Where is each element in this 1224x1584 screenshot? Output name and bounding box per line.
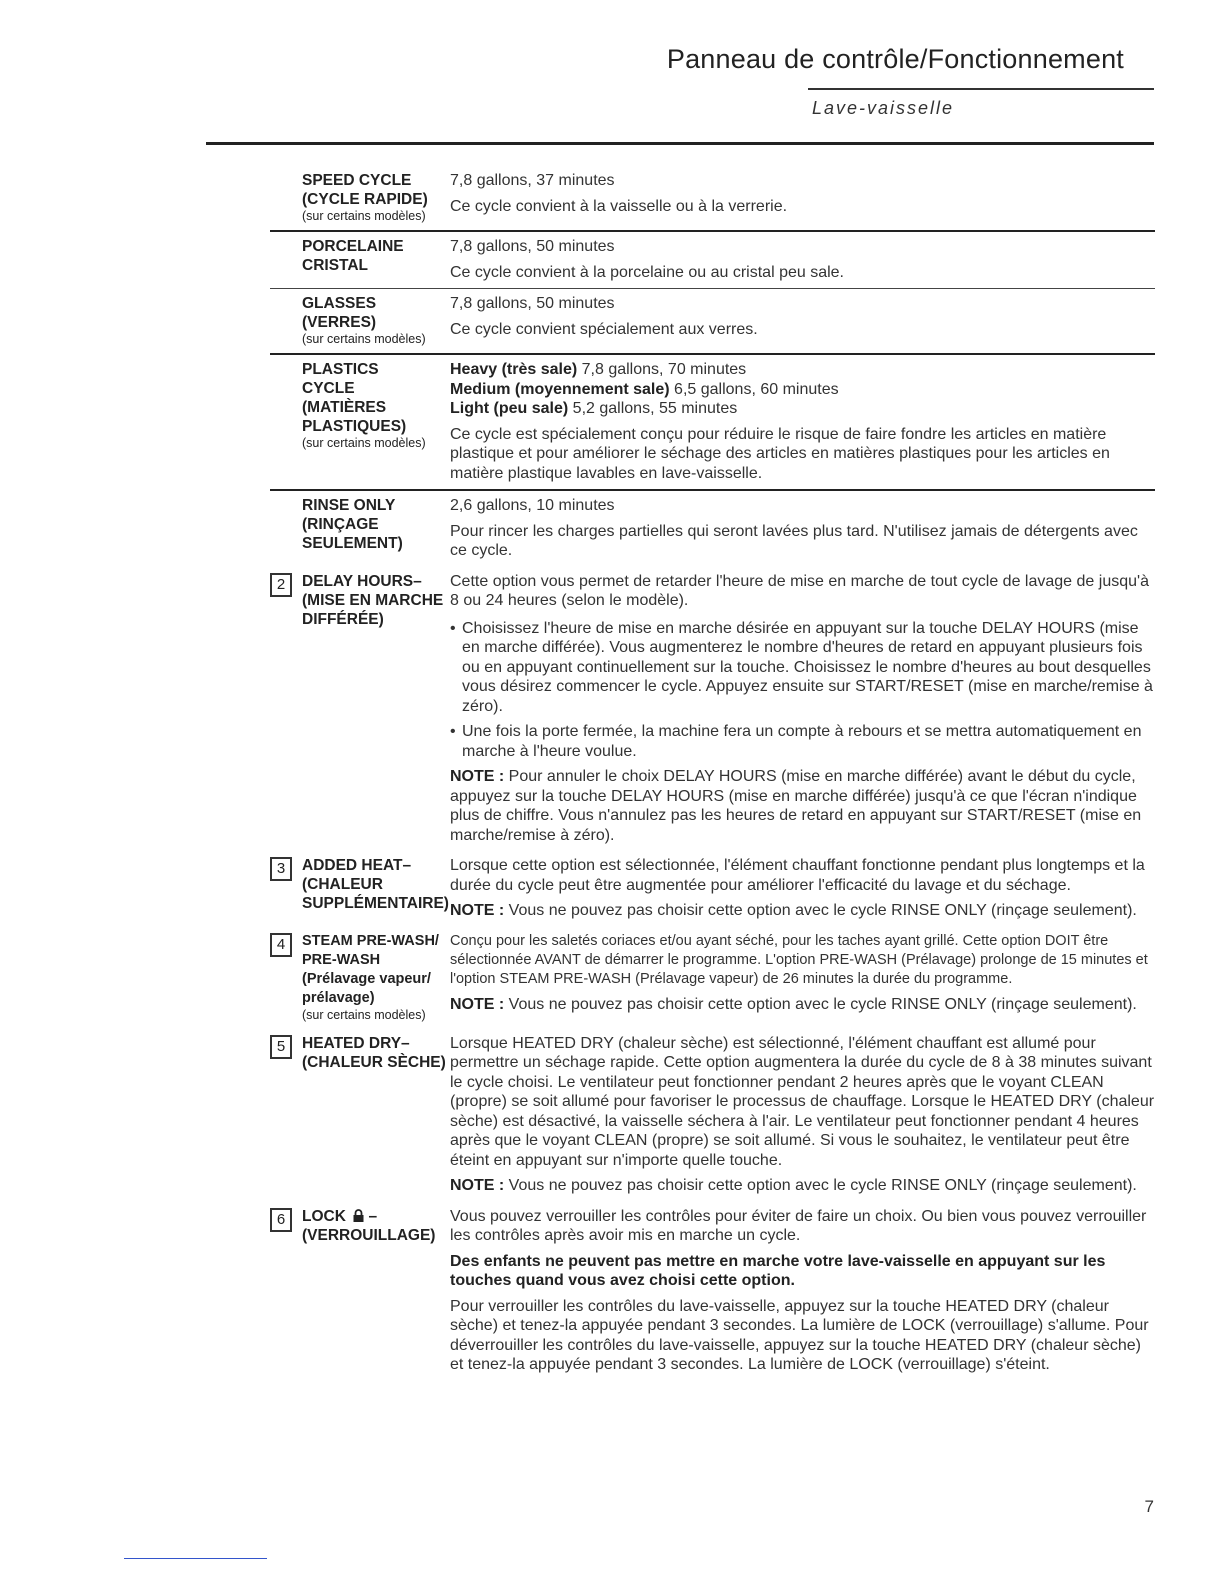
footer-rule [124, 1558, 267, 1559]
option-number-badge: 4 [270, 933, 292, 957]
option-label: ADDED HEAT– (CHALEUR SUPPLÉMENTAIRE) [302, 857, 449, 912]
cycle-label: PLASTICS CYCLE (MATIÈRES PLASTIQUES) (sur certains modèles) [302, 360, 450, 451]
option-delay-hours [270, 567, 1155, 852]
model-note: (sur certains modèles) [302, 209, 426, 223]
note: NOTE : Pour annuler le choix DELAY HOURS (mise en marche différée) avant le début du cycle, appuyez sur la touche DELAY HOURS (mise en marche différée) jusqu'à ce que l'écran n'indique plus de chiffre. Vous n'annulez pas les heures de retard en appuyant sur START/RESET (mise en marche/remise à zéro). [450, 768, 1142, 844]
option-lock [270, 1202, 1155, 1381]
note: NOTE : Vous ne pouvez pas choisir cette option avec le cycle RINSE ONLY (rinçage seulement). [450, 995, 1137, 1013]
cycle-speed [270, 166, 1155, 232]
option-description: Vous pouvez verrouiller les contrôles pour éviter de faire un choix. Ou bien vous pouvez verrouiller les contrôles après avoir mis en marche un cycle. Des enfants ne peuvent pas mettre en marche votre lave-vaisselle en appuyant sur les touches quand vous avez choisi cette option. Pour verrouiller les contrôles du lave-vaisselle, appuyez sur la touche HEATED DRY (chaleur sèche) et tenez-la appuyée pendant 3 secondes. La lumière de LOCK (verrouillage) s'allume. Pour déverrouiller les contrôles du lave-vaisselle, appuyez sur la touche HEATED DRY (chaleur sèche) et tenez-la appuyée pendant 3 secondes. La lumière de LOCK (verrouillage) s'éteint. [450, 1207, 1155, 1375]
option-steam-pre-wash [270, 927, 1155, 1029]
page-title: Panneau de contrôle/Fonctionnement [666, 44, 1124, 74]
model-note: (sur certains modèles) [302, 436, 426, 450]
option-label: LOCK – (VERROUILLAGE) [302, 1207, 436, 1244]
option-number-badge: 2 [270, 573, 292, 597]
option-heated-dry [270, 1029, 1155, 1202]
cycle-rinse-only [270, 491, 1155, 567]
content [270, 166, 1155, 1381]
option-description: Cette option vous permet de retarder l'heure de mise en marche de tout cycle de lavage de jusqu'à 8 ou 24 heures (selon le modèle). • Choisissez l'heure de mise en marche désirée en appuyant sur la touche DELAY HOURS (mise en marche différée). Vous augmenterez le nombre d'heures de retard en appuyant plusieurs fois ou en appuyant continuellement sur la touche. Choisissez le nombre d'heures au bout desquelles vous désirez commencer le cycle. Appuyez ensuite sur START/RESET (mise en marche/remise à zéro). • Une fois la porte fermée, la machine fera un compte à rebours et se mettra automatiquement en marche à l'heure voulue. NOTE : Pour annuler le choix DELAY HOURS (mise en marche différée) avant le début du cycle, appuyez sur la touche DELAY HOURS (mise en marche différée) jusqu'à ce que l'écran n'indique plus de chiffre. Vous n'annulez pas les heures de retard en appuyant sur START/RESET (mise en marche/remise à zéro). [450, 572, 1155, 846]
lock-icon [353, 1209, 364, 1222]
cycle-description: 2,6 gallons, 10 minutes Pour rincer les charges partielles qui seront lavées plus tard. N'utilisez jamais de détergents avec ce cycle. [450, 497, 1138, 559]
note: NOTE : Vous ne pouvez pas choisir cette option avec le cycle RINSE ONLY (rinçage seulement). [450, 1177, 1137, 1194]
soil-option: Heavy (très sale) 7,8 gallons, 70 minutes [450, 361, 747, 378]
cycle-label: SPEED CYCLE (CYCLE RAPIDE) (sur certains modèles) [302, 171, 450, 224]
option-number-badge: 6 [270, 1208, 292, 1232]
child-lock-warning: Des enfants ne peuvent pas mettre en marche votre lave-vaisselle en appuyant sur les touches quand vous avez choisi cette option. [450, 1252, 1106, 1289]
note: NOTE : Vous ne pouvez pas choisir cette option avec le cycle RINSE ONLY (rinçage seulement). [450, 902, 1137, 919]
option-number-badge: 3 [270, 857, 292, 881]
main-rule [206, 142, 1154, 145]
cycle-plastics [270, 355, 1155, 491]
cycle-label: RINSE ONLY (RINÇAGE SEULEMENT) [302, 497, 403, 552]
page-subtitle: Lave-vaisselle [812, 98, 955, 118]
bullet-item: • Une fois la porte fermée, la machine fera un compte à rebours et se mettra automatiquement en marche à l'heure voulue. [462, 722, 1155, 761]
option-label: DELAY HOURS– (MISE EN MARCHE DIFFÉRÉE) [302, 572, 444, 628]
option-added-heat [270, 851, 1155, 927]
option-description: Lorsque cette option est sélectionnée, l'élément chauffant fonctionne pendant plus longtemps et la durée du cycle peut être augmentée pour améliorer l'efficacité du lavage et du séchage. NOTE : Vous ne pouvez pas choisir cette option avec le cycle RINSE ONLY (rinçage seulement). [450, 856, 1155, 921]
option-label: STEAM PRE-WASH/ PRE-WASH (Prélavage vapeur/ prélavage) (sur certains modèles) [302, 932, 450, 1023]
cycle-label: PORCELAINE CRISTAL [302, 238, 404, 274]
cycle-description: 7,8 gallons, 50 minutes Ce cycle convient à la porcelaine ou au cristal peu sale. [450, 238, 844, 281]
cycle-description: 7,8 gallons, 37 minutes Ce cycle convient à la vaisselle ou à la verrerie. [450, 172, 788, 215]
soil-option: Medium (moyennement sale) 6,5 gallons, 60 minutes [450, 380, 839, 398]
page-number: 7 [1144, 1497, 1154, 1516]
option-label: HEATED DRY– (CHALEUR SÈCHE) [302, 1034, 446, 1071]
cycle-glasses [270, 289, 1155, 355]
cycle-label: GLASSES (VERRES) (sur certains modèles) [302, 294, 450, 347]
bullet-item: • Choisissez l'heure de mise en marche désirée en appuyant sur la touche DELAY HOURS (mise en marche différée). Vous augmenterez le nombre d'heures de retard en appuyant plusieurs fois ou en appuyant continuellement sur la touche. Choisissez le nombre d'heures au bout desquelles vous désirez commencer le cycle. Appuyez ensuite sur START/RESET (mise en marche/remise à zéro). [462, 619, 1155, 717]
model-note: (sur certains modèles) [302, 332, 426, 346]
option-number-badge: 5 [270, 1035, 292, 1059]
option-description: Conçu pour les saletés coriaces et/ou ayant séché, pour les taches ayant grillé. Cette option DOIT être sélectionnée AVANT de démarrer le programme. L'option PRE-WASH (Prélavage) prolonge de 15 minutes et l'option STEAM PRE-WASH (Prélavage vapeur) de 26 minutes la durée du programme. NOTE : Vous ne pouvez pas choisir cette option avec le cycle RINSE ONLY (rinçage seulement). [450, 932, 1155, 1015]
cycle-description: Heavy (très sale) 7,8 gallons, 70 minutes Medium (moyennement sale) 6,5 gallons, 60 minutes Light (peu sale) 5,2 gallons, 55 minutes Ce cycle est spécialement conçu pour réduire le risque de faire fondre les articles en matière plastique et pour améliorer le séchage des articles en matières plastiques pour les articles en matière plastique lavables en lave-vaisselle. [450, 360, 1155, 483]
cycle-porcelaine [270, 232, 1155, 289]
cycle-description: 7,8 gallons, 50 minutes Ce cycle convient spécialement aux verres. [450, 295, 758, 338]
model-note: (sur certains modèles) [302, 1007, 426, 1022]
soil-option: Light (peu sale) 5,2 gallons, 55 minutes [450, 400, 738, 417]
title-rule [808, 88, 1154, 90]
option-description: Lorsque HEATED DRY (chaleur sèche) est sélectionné, l'élément chauffant est allumé pour permettre un séchage rapide. Cette option augmentera la durée du cycle de 8 à 38 minutes suivant le cycle choisi. Le ventilateur peut fonctionner pendant 2 heures après que le voyant CLEAN (propre) se soit allumé pour favoriser le processus de chauffage. Lorsque le HEATED DRY (chaleur sèche) est désactivé, la vaisselle séchera à l'air. Le ventilateur peut fonctionner pendant 4 heures après que le voyant CLEAN (propre) se soit allumé. Si vous le souhaitez, le ventilateur peut être éteint en appuyant sur n'importe quelle touche. NOTE : Vous ne pouvez pas choisir cette option avec le cycle RINSE ONLY (rinçage seulement). [450, 1034, 1155, 1194]
bullet-list [450, 619, 1155, 762]
